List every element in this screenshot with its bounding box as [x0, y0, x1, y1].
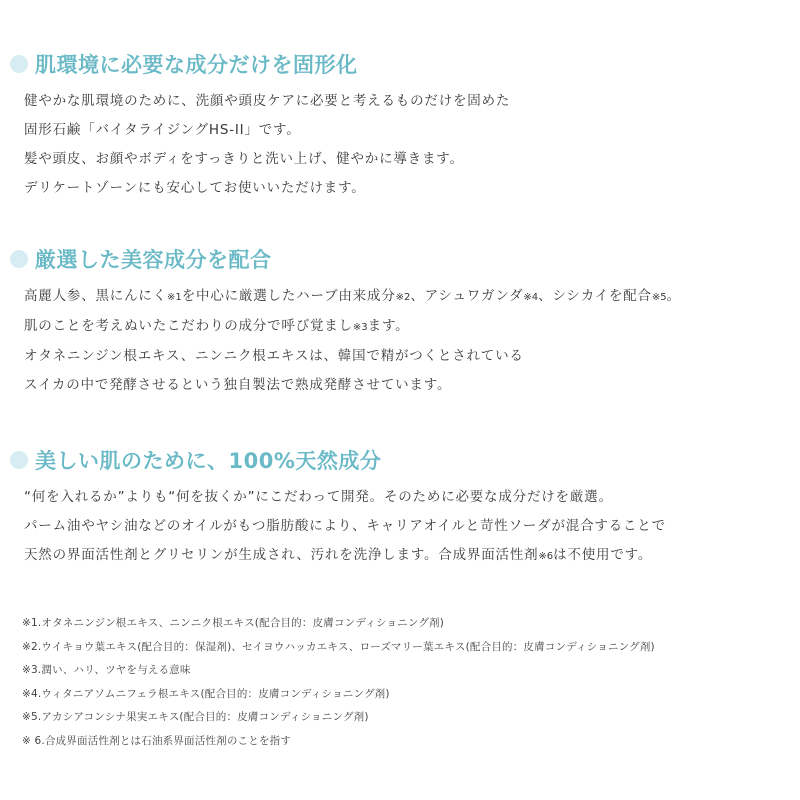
text-segment: 高麗人参、黒にんにく	[24, 288, 167, 304]
footnote: ※2.ウイキョウ葉エキス(配合目的：保湿剤)、セイヨウハッカエキス、ローズマリー葉エキス(配合目的：皮膚コンディショニング剤)	[22, 640, 655, 653]
section-skin-environment	[10, 47, 795, 203]
body-line: “何を入れるか”よりも“何を抜くか”にこだわって開発。そのために必要な成分だけを厳選。	[24, 489, 613, 505]
body-line: 健やかな肌環境のために、洗顔や頭皮ケアに必要と考えるものだけを固めた	[24, 93, 511, 109]
body-line: オタネニンジン根エキス、ニンニク根エキスは、韓国で精がつくとされている	[24, 348, 524, 364]
body-line	[24, 541, 795, 571]
footnote: ※ 6.合成界面活性剤とは石油系界面活性剤のことを指す	[22, 734, 292, 747]
footnote: ※5.アカシアコンシナ果実エキス(配合目的：皮膚コンディショニング剤)	[22, 711, 369, 723]
footnote-mark: ※2	[395, 292, 411, 303]
section-natural-ingredients	[10, 443, 795, 571]
text-segment: を中心に厳選したハーブ由来成分	[181, 288, 396, 304]
text-segment: 、シシカイを配合	[538, 288, 652, 304]
body-line	[24, 282, 795, 312]
text-segment: 肌のことを考えぬいたこだわりの成分で呼び覚まし	[24, 318, 353, 334]
section-heading	[10, 443, 795, 477]
text-segment: ます。	[367, 318, 410, 334]
footnote: ※4.ウィタニアソムニフェラ根エキス(配合目的：皮膚コンディショニング剤)	[22, 687, 390, 700]
footnote-mark: ※3	[352, 322, 368, 333]
section-heading	[10, 47, 795, 81]
text-segment: 天然の界面活性剤とグリセリンが生成され、汚れを洗浄します。合成界面活性剤	[24, 547, 539, 563]
heading-text: 美しい肌のために、100%天然成分	[35, 449, 382, 473]
section-body	[24, 87, 795, 203]
section-body	[24, 483, 795, 571]
text-segment: 、アシュワガンダ	[410, 288, 524, 304]
text-segment: は不使用です。	[553, 547, 653, 563]
section-beauty-ingredients	[10, 242, 795, 400]
body-line: 髪や頭皮、お顔やボディをすっきりと洗い上げ、健やかに導きます。	[24, 151, 464, 167]
bullet-dot-icon	[10, 451, 28, 469]
bullet-dot-icon	[10, 250, 28, 268]
footnote-mark: ※4	[523, 292, 539, 303]
footnote-mark: ※5	[651, 292, 667, 303]
footnote-mark: ※6	[538, 551, 554, 562]
heading-text: 厳選した美容成分を配合	[35, 248, 272, 272]
heading-text: 肌環境に必要な成分だけを固形化	[35, 53, 358, 77]
bullet-dot-icon	[10, 55, 28, 73]
body-line: スイカの中で発酵させるという独自製法で熟成発酵させています。	[24, 377, 452, 393]
body-line: デリケートゾーンにも安心してお使いいただけます。	[24, 180, 366, 196]
footnote: ※1.オタネニンジン根エキス、ニンニク根エキス(配合目的：皮膚コンディショニング剤)	[22, 617, 445, 629]
footnote-mark: ※1	[167, 292, 182, 303]
body-line: パーム油やヤシ油などのオイルがもつ脂肪酸により、キャリアオイルと苛性ソーダが混合することで	[24, 518, 666, 534]
section-heading	[10, 242, 795, 276]
body-line: 固形石鹸「バイタライジングHS-II」です。	[24, 122, 301, 138]
body-line	[24, 312, 795, 342]
footnotes	[22, 612, 655, 753]
section-body	[24, 282, 795, 400]
text-segment: 。	[666, 288, 681, 304]
footnote: ※3.潤い、ハリ、ツヤを与える意味	[22, 664, 191, 676]
